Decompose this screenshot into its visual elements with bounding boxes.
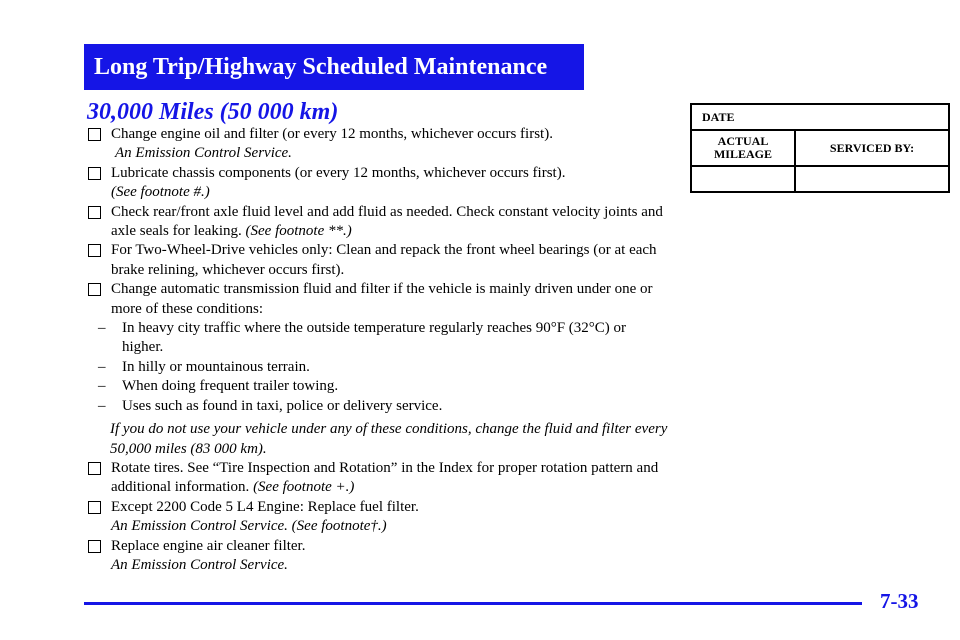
item-note: An Emission Control Service. xyxy=(111,556,288,573)
checkbox-icon[interactable] xyxy=(88,244,101,257)
list-item: – In heavy city traffic where the outside temperature regularly reaches 90°F (32°C) or higher. xyxy=(98,319,668,358)
checklist-item xyxy=(88,241,668,280)
checkbox-icon[interactable] xyxy=(88,501,101,514)
section-heading: 30,000 Miles (50 000 km) xyxy=(87,99,339,125)
list-item: – Uses such as found in taxi, police or delivery service. xyxy=(98,397,668,416)
checkbox-icon[interactable] xyxy=(88,206,101,219)
checklist-item xyxy=(88,125,668,164)
item-text: Replace engine air cleaner filter. xyxy=(111,537,306,554)
condition-text: When doing frequent trailer towing. xyxy=(122,378,339,395)
item-note: An Emission Control Service. (See footnote†.) xyxy=(111,518,387,535)
mileage-header: ACTUAL MILEAGE xyxy=(691,130,795,166)
checkbox-icon[interactable] xyxy=(88,462,101,475)
checkbox-icon[interactable] xyxy=(88,283,101,296)
checkbox-icon[interactable] xyxy=(88,128,101,141)
checklist-item xyxy=(88,498,668,537)
condition-text: In hilly or mountainous terrain. xyxy=(122,358,310,375)
condition-text: In heavy city traffic where the outside temperature regularly reaches 90°F (32°C) or higher. xyxy=(122,320,627,356)
item-note: (See footnote **.) xyxy=(245,223,352,240)
page-title: Long Trip/Highway Scheduled Maintenance xyxy=(94,54,548,80)
conditions-note: If you do not use your vehicle under any of these conditions, change the fluid and filter every 50,000 miles (83 000 km). xyxy=(110,421,668,457)
footer-rule xyxy=(84,602,862,605)
item-text: Lubricate chassis components (or every 12 months, whichever occurs first). xyxy=(111,164,566,181)
serviced-by-entry-cell[interactable] xyxy=(795,166,949,192)
checklist-item xyxy=(88,164,668,203)
date-header: DATE xyxy=(691,104,949,130)
item-text: Rotate tires. See “Tire Inspection and Rotation” in the Index for proper rotation pattern and additional information. xyxy=(111,459,659,496)
item-text: Except 2200 Code 5 L4 Engine: Replace fuel filter. xyxy=(111,498,419,515)
condition-text: Uses such as found in taxi, police or delivery service. xyxy=(122,397,443,414)
item-text: For Two-Wheel-Drive vehicles only: Clean and repack the front wheel bearings (or at each brake relining, whichever occurs first). xyxy=(111,242,657,278)
maintenance-list xyxy=(88,125,668,575)
conditions-list xyxy=(88,319,668,416)
item-note: An Emission Control Service. xyxy=(115,145,292,162)
item-text: Change engine oil and filter (or every 12 months, whichever occurs first). xyxy=(111,126,553,142)
serviced-by-header: SERVICED BY: xyxy=(795,130,949,166)
checkbox-icon[interactable] xyxy=(88,167,101,180)
service-log-table xyxy=(690,103,950,193)
mileage-entry-cell[interactable] xyxy=(691,166,795,192)
item-note: (See footnote +.) xyxy=(253,479,355,496)
list-item: – When doing frequent trailer towing. xyxy=(98,377,668,396)
list-item: – In hilly or mountainous terrain. xyxy=(98,358,668,377)
checkbox-icon[interactable] xyxy=(88,540,101,553)
page-number: 7-33 xyxy=(880,589,919,613)
checklist-item xyxy=(88,537,668,576)
checklist-item xyxy=(88,280,668,319)
item-text: Check rear/front axle fluid level and add fluid as needed. Check constant velocity joints and axle seals for leaking. xyxy=(111,203,663,240)
checklist-item xyxy=(88,203,668,242)
item-text: Change automatic transmission fluid and filter if the vehicle is mainly driven under one or more of these conditions: xyxy=(111,281,653,317)
checklist-item xyxy=(88,459,668,498)
page-title-banner xyxy=(84,44,584,90)
item-note: (See footnote #.) xyxy=(111,184,210,201)
